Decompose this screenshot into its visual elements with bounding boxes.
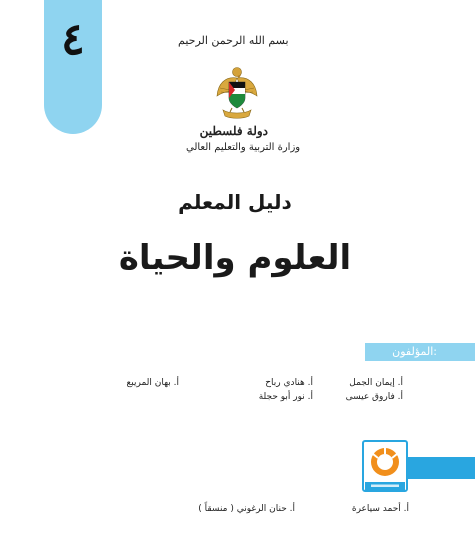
grade-tab [44, 0, 102, 134]
palestine-emblem-icon [215, 64, 259, 122]
author-name: أ. نور أبو حجلة [258, 392, 313, 402]
curriculum-center-bar [405, 457, 475, 479]
reviewer-name: أ. حنان الرغوني ( منسقاً ) [198, 504, 295, 514]
author-name: أ. فاروق عيسى [345, 392, 403, 402]
author-name: أ. بهان المريبع [126, 378, 179, 388]
state-name: دولة فلسطين [199, 124, 268, 138]
coordinator-name: أ. أحمد سياعرة [351, 504, 409, 514]
authors-label-bar [365, 343, 475, 361]
book-title: العلوم والحياة [118, 238, 352, 278]
basmala: بسم الله الرحمن الرحيم [178, 34, 289, 47]
ministry-name: وزارة التربية والتعليم العالي [186, 142, 301, 153]
authors-label: المؤلفون: [392, 345, 437, 358]
author-name: أ. هنادي رباح [265, 378, 313, 388]
curriculum-center-logo-icon [362, 440, 408, 492]
guide-title: دليل المعلم [178, 190, 292, 214]
author-name: أ. إيمان الجمل [349, 378, 403, 388]
grade-number: ٤ [61, 14, 85, 65]
